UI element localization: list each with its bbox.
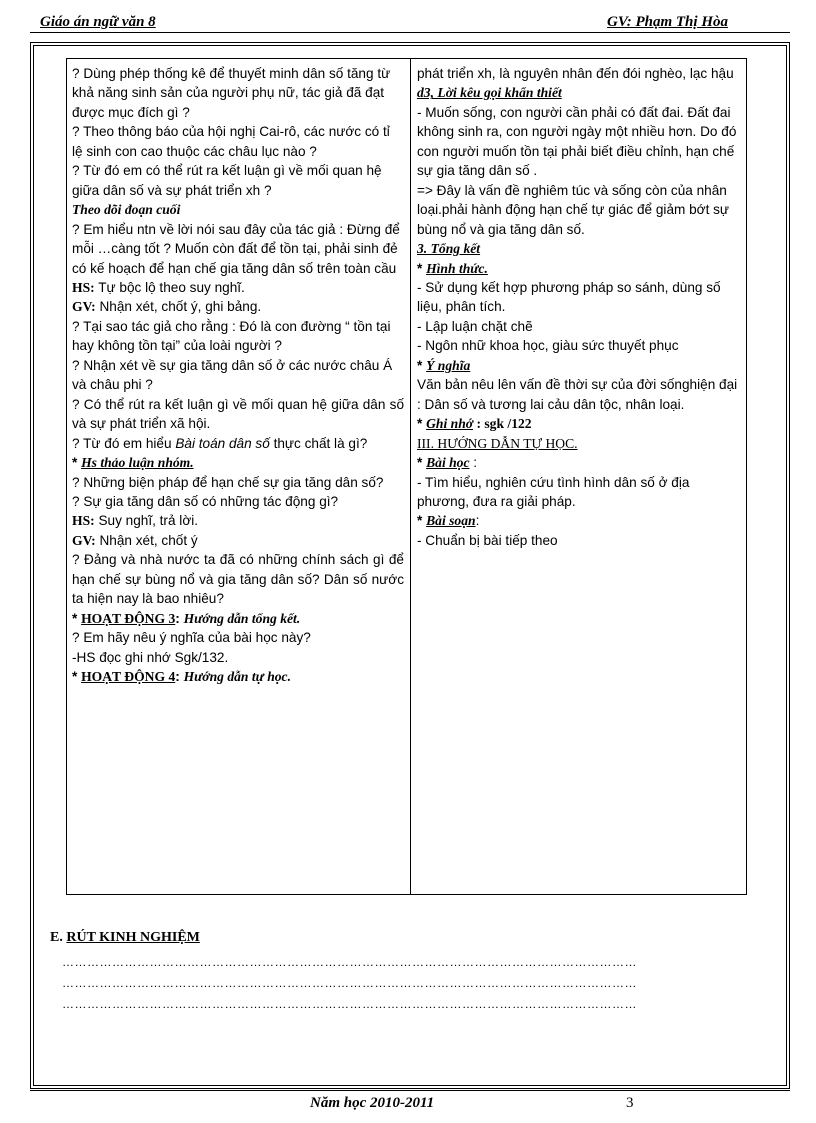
note-read-summary: -HS đọc ghi nhớ Sgk/132. (72, 649, 229, 665)
text-meaning: Văn bản nêu lên vấn đề thời sự của đời sốnghiện đại : Dân số và tương lai cảu dân tộc, nhân loại. (417, 377, 738, 412)
heading-summary: 3. Tổng kết (417, 241, 481, 257)
right-column-content (417, 64, 739, 550)
left-column-activities (72, 64, 404, 687)
header-rule (30, 32, 790, 33)
hs-line-2: HS: Suy nghĩ, trả lời. (72, 513, 199, 529)
heading-activity-3: * HOẠT ĐỘNG 3: Hướng dẫn tổng kết. (72, 610, 301, 626)
heading-lesson: * Bài học : (417, 455, 478, 471)
heading-form: * Hình thức. (417, 260, 488, 276)
text-land: - Muốn sống, con người cần phải có đất đai. Đất đai không sinh ra, con người ngày một nhiều hơn. Do đó con người muốn tồn tại phải biết điều chỉnh, hạn chế sự gia tăng dân số . (417, 104, 737, 179)
question-author-quote: ? Em hiểu ntn về lời nói sau đây của tác giả : Đừng để mỗi …càng tốt ? Muốn còn đất để tồn tại, phải sinh đẻ có kế hoạch để hạn chế gia tăng dân số trên toàn cầu (72, 221, 400, 276)
page-number: 3 (626, 1095, 634, 1111)
question-impacts: ? Sự gia tăng dân số có những tác động gì? (72, 493, 339, 509)
form-item-language: - Ngôn nhữ khoa học, giàu sức thuyết phục (417, 338, 679, 354)
question-measures: ? Những biện pháp để hạn chế sự gia tăng dân số? (72, 474, 384, 490)
heading-meaning: * Ý nghĩa (417, 357, 471, 373)
text-research: - Tìm hiểu, nghiên cứu tình hình dân số ở địa phương, đưa ra giải pháp. (417, 474, 690, 509)
table-column-divider (410, 58, 411, 894)
footer-school-year: Năm học 2010-2011 (310, 1095, 435, 1111)
header-left: Giáo án ngữ văn 8 (40, 14, 156, 30)
hs-line-1: HS: Tự bộc lộ theo suy nghĩ. (72, 279, 245, 295)
text-serious-issue: => Đây là vấn đề nghiêm túc và sống còn của nhân loại.phải hành động hạn chế tự giác để giảm bớt sự bùng nổ và gia tăng dân số. (417, 182, 730, 237)
dotted-line-2: ………………………………………………………………………………………………………………………… (62, 976, 637, 990)
heading-activity-4: * HOẠT ĐỘNG 4: Hướng dẫn tự học. (72, 669, 291, 685)
text-prepare-next: - Chuẩn bị bài tiếp theo (417, 532, 558, 548)
text-poverty: phát triển xh, là nguyên nhân đến đói nghèo, lạc hậu (417, 66, 734, 81)
question-conclusion: ? Từ đó em có thể rút ra kết luận gì về mối quan hệ giữa dân số và sự phát triển xh ? (72, 163, 382, 198)
dotted-line-3: ………………………………………………………………………………………………………………………… (62, 997, 637, 1011)
gv-line-2: GV: Nhận xét, chốt ý (72, 532, 198, 548)
gv-line-1: GV: Nhận xét, chốt ý, ghi bảng. (72, 299, 262, 315)
heading-urgent-call: d3, Lời kêu gọi khẩn thiết (417, 85, 562, 101)
heading-group-discussion: * Hs thảo luận nhóm. (72, 455, 194, 471)
dotted-line-1: ………………………………………………………………………………………………………………………… (62, 955, 637, 969)
section-e-title: E. RÚT KINH NGHIỆM (50, 930, 200, 945)
question-relationship: ? Có thể rút ra kết luận gì về mối quan hệ giữa dân số và sự phát triển xã hội. (72, 396, 404, 432)
heading-self-study: III. HƯỚNG DẪN TỰ HỌC. (417, 435, 578, 451)
question-cairo: ? Theo thông báo của hội nghị Cai-rô, các nước có tỉ lệ sinh con cao thuộc các châu lục nào ? (72, 124, 390, 159)
heading-final-paragraph: Theo dõi đoạn cuối (72, 202, 181, 218)
text-memo: * Ghi nhớ : sgk /122 (417, 416, 532, 432)
form-item-argument: - Lập luận chặt chẽ (417, 318, 533, 334)
question-population-problem: ? Từ đó em hiểu Bài toán dân số thực chất là gì? (72, 435, 368, 451)
question-survival: ? Tại sao tác giả cho rằng : Đó là con đường “ tồn tại hay không tồn tại” của loài người ? (72, 318, 391, 354)
question-statistics: ? Dùng phép thống kê để thuyết minh dân số tăng từ khả năng sinh sản của người phụ nữ, tác giả đã đạt được mục đích gì ? (72, 66, 391, 120)
heading-preparation: * Bài soạn: (417, 513, 480, 529)
question-asia-africa: ? Nhận xét về sự gia tăng dân số ở các nước châu Á và châu phi ? (72, 357, 393, 393)
question-meaning: ? Em hãy nêu ý nghĩa của bài học này? (72, 630, 311, 646)
question-policies: ? Đảng và nhà nước ta đã có những chính sách gì để hạn chế sự bùng nổ và gia tăng dân số? Dân số nước ta hiện nay là bao nhiêu? (72, 552, 404, 607)
form-item-methods: - Sử dụng kết hợp phương pháp so sánh, dùng số liệu, phân tích. (417, 279, 721, 315)
footer-rule (30, 1090, 790, 1091)
header-right: GV: Phạm Thị Hòa (607, 14, 728, 30)
